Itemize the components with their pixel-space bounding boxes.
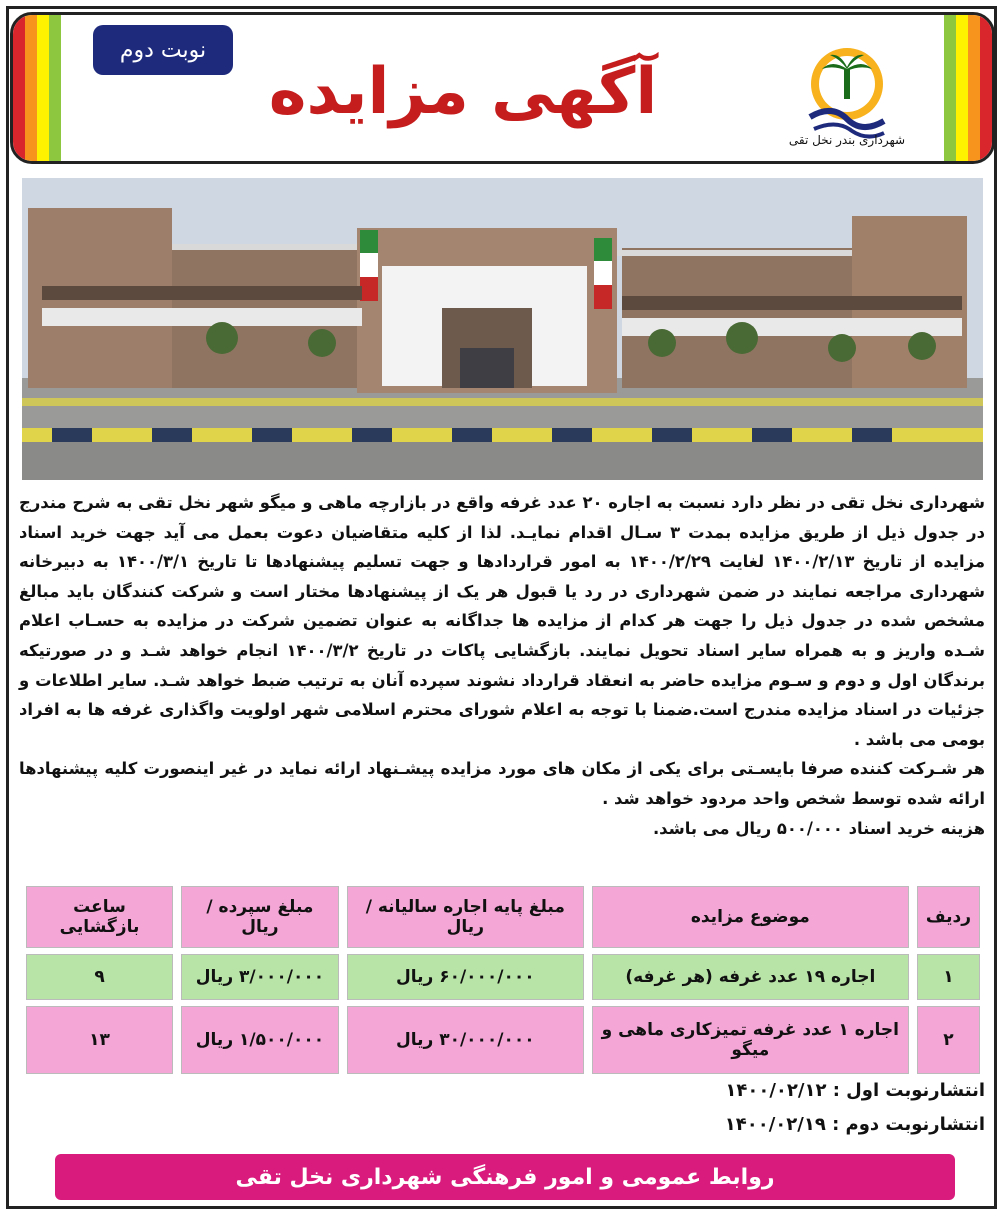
table-row xyxy=(26,954,980,1000)
left-green-stripe xyxy=(49,15,61,161)
logo-caption: شهرداری بندر نخل تقی xyxy=(788,133,906,147)
footer-banner: روابط عمومی و امور فرهنگی شهرداری نخل تقی xyxy=(55,1154,955,1200)
second-publication-date: انتشارنوبت دوم : ۱۴۰۰/۰۲/۱۹ xyxy=(724,1114,985,1135)
cell-opening-time: ۹ xyxy=(26,954,173,1000)
auction-table xyxy=(18,880,988,1080)
cell-row-number: ۱ xyxy=(917,954,980,1000)
left-yellow-stripe xyxy=(37,15,49,161)
paragraph-main: شهرداری نخل تقی در نظر دارد نسبت به اجاره ۲۰ عدد غرفه واقع در بازارچه ماهی و میگو شهر نخل تقی به شرح مندرج در جدول ذیل از طریق مزایده بمدت ۳ سـال اقدام نمایـد. لذا از کلیه متقاضیان دعوت بعمل می آید جهت خرید اسناد مزایده از تاریخ ۱۴۰۰/۲/۱۳ لغایت ۱۴۰۰/۲/۲۹ به امور قراردادها و جهت تسلیم پیشنهادها تا تاریخ ۱۴۰۰/۳/۱ به دبیرخانه شهرداری مراجعه نمایند در ضمن شهرداری در رد یا قبول هر یک از پیشنهادها مختار است و شرکت کنندگان باید مبالغ مشخص شده در جدول ذیل را جهت هر کدام از مزایده ها جداگانه به عنوان تضمین شرکت در مزایده به حسـاب اعلام شـده واریز و به همراه سایر اسناد تحویل نمایند. بازگشایی پاکات در تاریخ ۱۴۰۰/۳/۲ انجام خواهد شـد و در صورتیکه برندگان اول و دوم و سـوم مزایده حاضر به انعقاد قرارداد نشوند سپرده آنان به ترتیب ضبط خواهد شـد. سایر اطلاعات و جزئیات در اسناد مزایده مندرج است.ضمنا با توجه به اعلام شورای محترم اسلامی شهر اولویت واگذاری غرفه ها به افراد بومی می باشد . xyxy=(19,493,986,749)
left-orange-stripe xyxy=(25,15,37,161)
right-green-stripe xyxy=(944,15,956,161)
col-base-rent: مبلغ پایه اجاره سالیانه / ریال xyxy=(347,886,584,948)
page-title: آگهی مزایده xyxy=(268,55,658,129)
cell-deposit: ۱/۵۰۰/۰۰۰ ریال xyxy=(181,1006,339,1074)
cell-row-number: ۲ xyxy=(917,1006,980,1074)
first-publication-date: انتشارنوبت اول : ۱۴۰۰/۰۲/۱۲ xyxy=(725,1080,985,1101)
left-red-stripe xyxy=(13,15,25,161)
building-photo xyxy=(22,178,983,480)
table-header-row xyxy=(26,886,980,948)
right-red-stripe xyxy=(980,15,992,161)
right-orange-stripe xyxy=(968,15,980,161)
paragraph-condition: هر شـرکت کننده صرفا بایسـتی برای یکی از مکان های مورد مزایده پیشـنهاد ارائه نماید در غیر اینصورت کلیه پیشنهادها ارائه شده توسط شخص واحد مردود خواهد شد . xyxy=(19,759,985,808)
right-yellow-stripe xyxy=(956,15,968,161)
col-row-number: ردیف xyxy=(917,886,980,948)
round-badge: نوبت دوم xyxy=(93,25,233,75)
table-row xyxy=(26,1006,980,1074)
cell-opening-time: ۱۳ xyxy=(26,1006,173,1074)
col-deposit: مبلغ سپرده / ریال xyxy=(181,886,339,948)
paragraph-fee: هزینه خرید اسناد ۵۰۰/۰۰۰ ریال می باشد. xyxy=(652,818,985,838)
cell-base-rent: ۳۰/۰۰۰/۰۰۰ ریال xyxy=(347,1006,584,1074)
cell-subject: اجاره ۱ عدد غرفه تمیزکاری ماهی و میگو xyxy=(592,1006,909,1074)
announcement-text xyxy=(19,488,985,843)
cell-deposit: ۳/۰۰۰/۰۰۰ ریال xyxy=(181,954,339,1000)
col-subject: موضوع مزایده xyxy=(592,886,909,948)
cell-base-rent: ۶۰/۰۰۰/۰۰۰ ریال xyxy=(347,954,584,1000)
ad-header xyxy=(10,12,995,164)
col-opening-time: ساعت بازگشایی xyxy=(26,886,173,948)
cell-subject: اجاره ۱۹ عدد غرفه (هر غرفه) xyxy=(592,954,909,1000)
